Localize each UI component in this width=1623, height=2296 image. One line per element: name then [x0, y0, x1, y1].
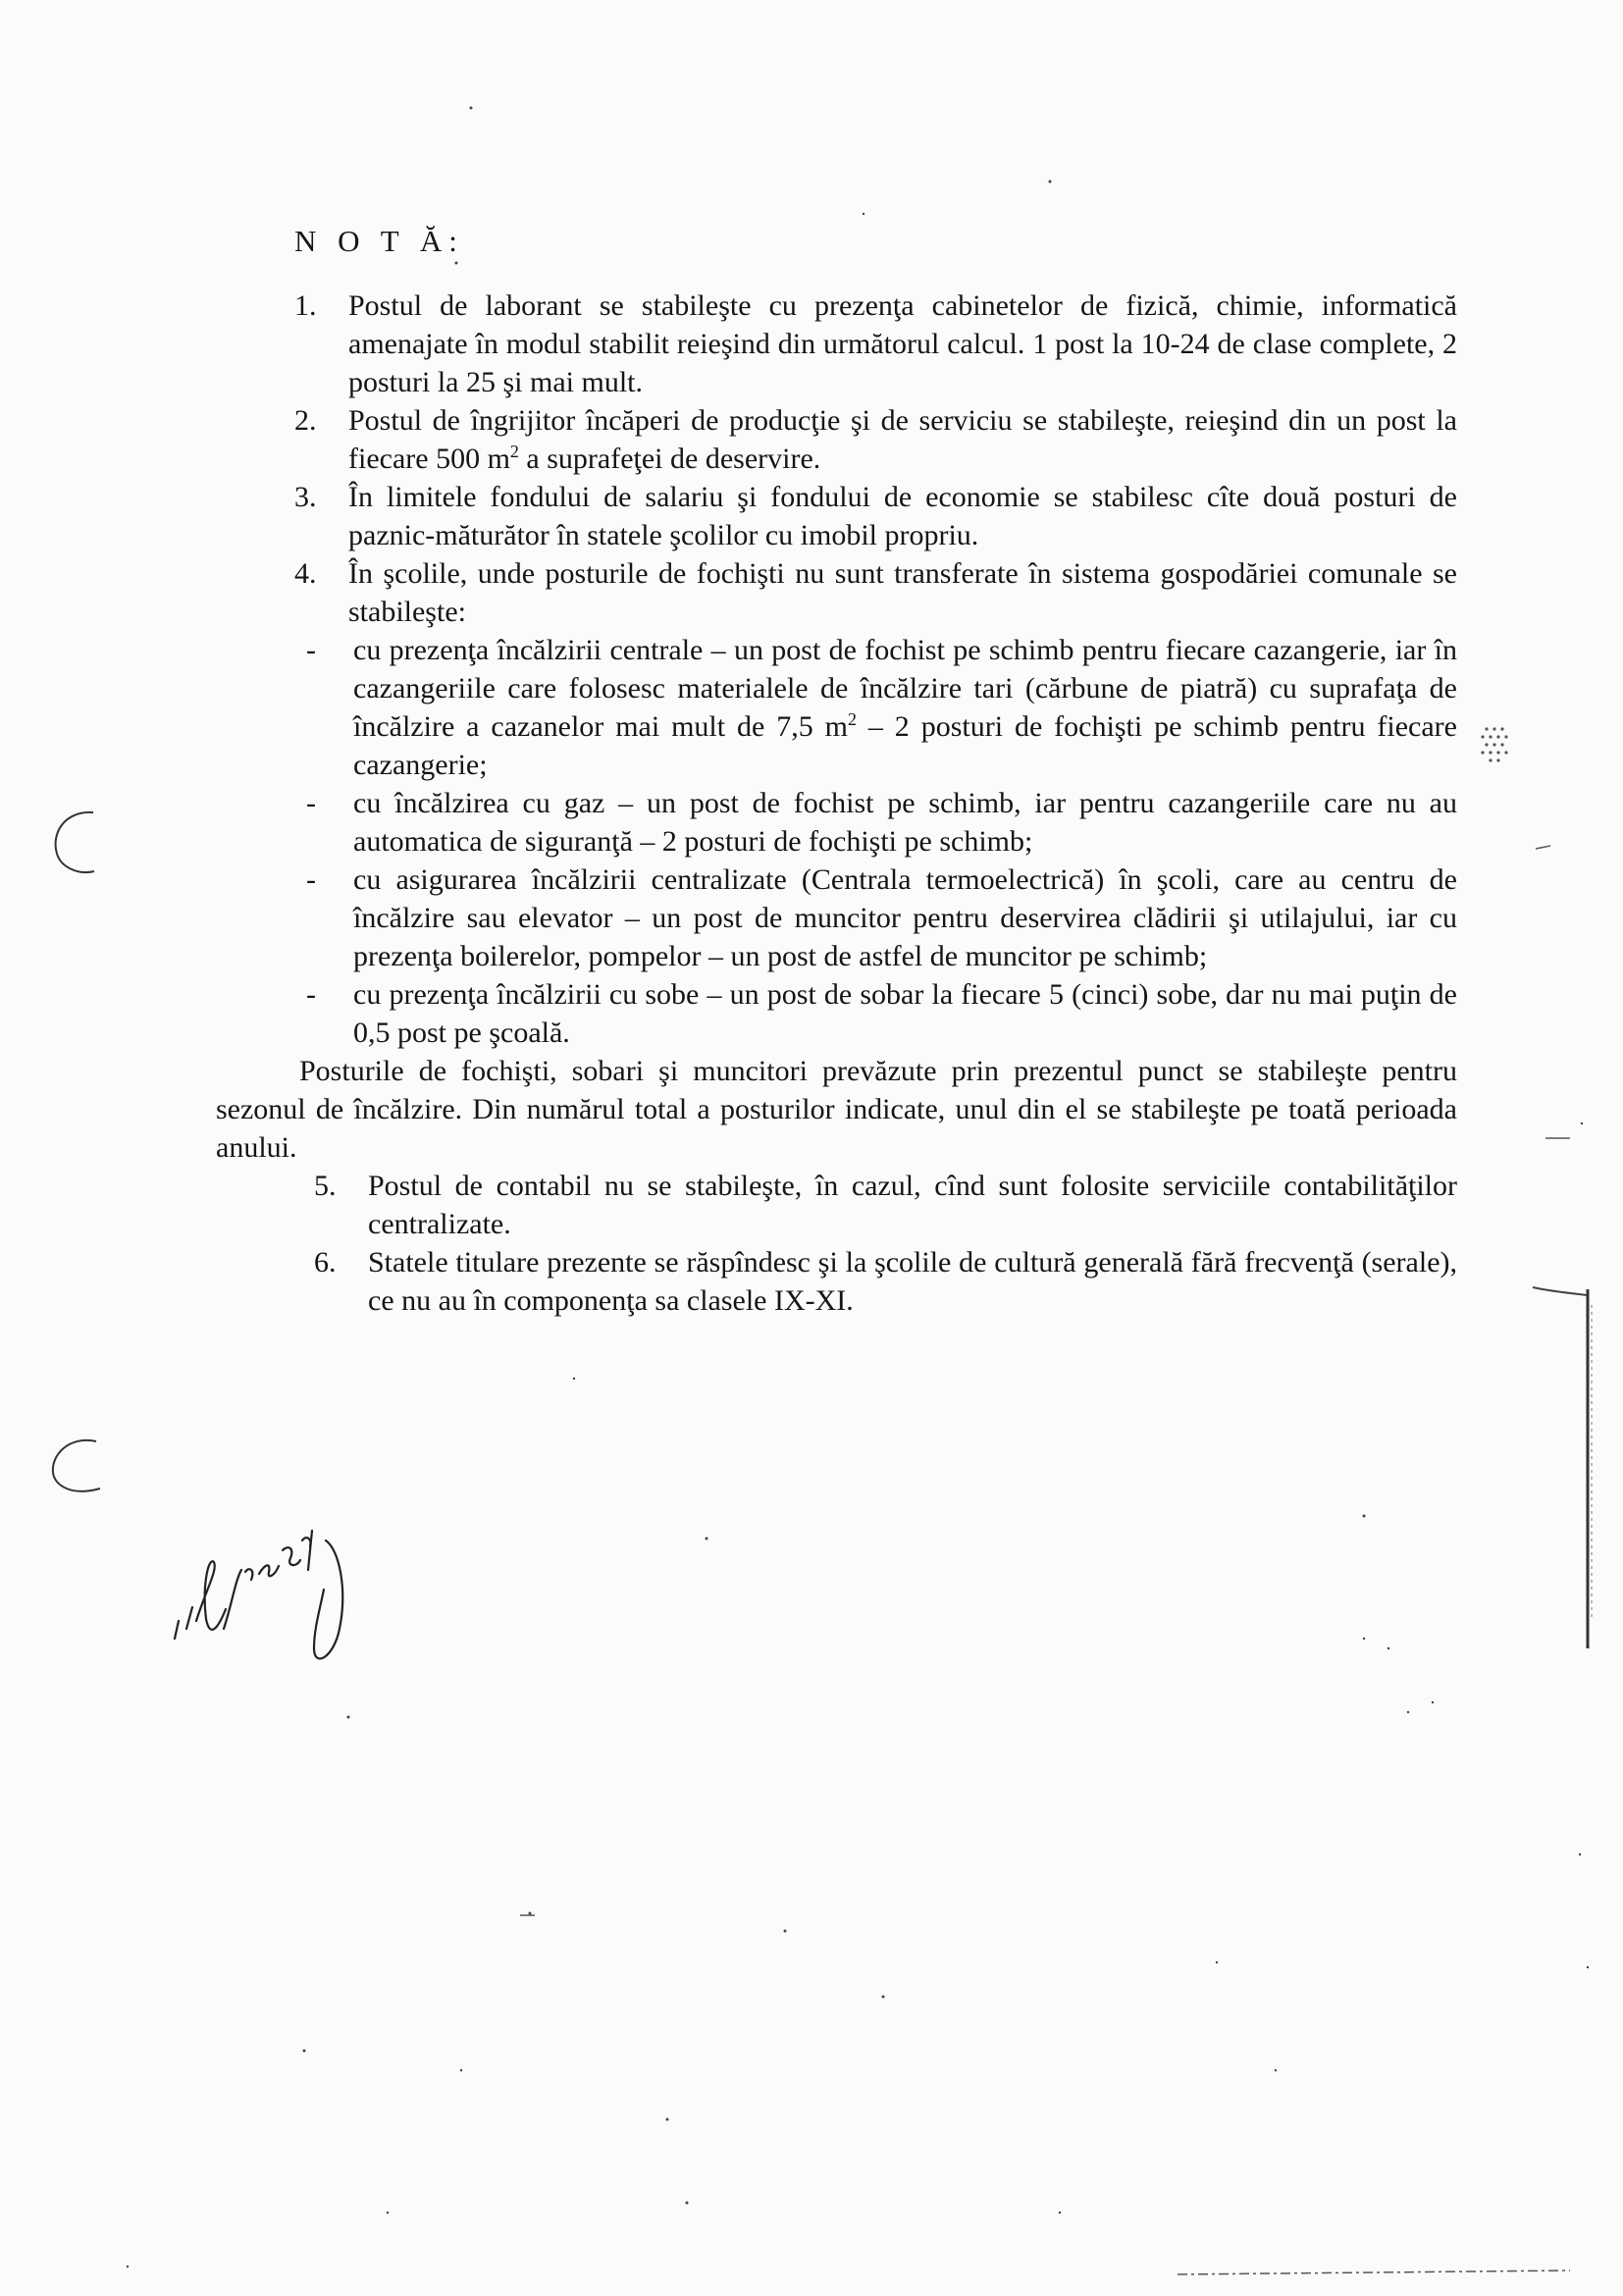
item-marker: 6.	[314, 1246, 337, 1278]
item-text: În şcolile, unde posturile de fochişti nu sunt transferate în sistema gospodăriei comunale se stabileşte:	[348, 557, 1457, 628]
item-text-part: – 2 posturi de fochişti pe schimb pentru fiecare cazangerie;	[353, 710, 1457, 781]
list-item	[314, 1167, 1457, 1243]
scan-edge-line-icon	[1531, 1266, 1609, 1658]
item-text	[353, 631, 1457, 784]
item-text: În limitele fondului de salariu şi fondului de economie se stabilesc cîte două posturi de paznic-măturător în statele şcolilor cu imobil propriu.	[348, 481, 1457, 551]
list-item	[294, 287, 1457, 401]
list-item	[294, 401, 1457, 478]
document-body	[216, 287, 1457, 1320]
item-marker: 4.	[294, 557, 317, 590]
sub-list-item	[294, 784, 1457, 861]
item-text-part: cu prezenţa încălzirii centrale – un post de fochist pe schimb pentru fiecare cazangerie, iar în cazangeriile care folosesc materialele de încălzire tari (cărbune de piatră) cu suprafaţa de încălzire a cazanelor mai mult de 7,5 m	[353, 634, 1457, 743]
list-item	[294, 478, 1457, 554]
item-text: Postul de contabil nu se stabileşte, în cazul, cînd sunt folosite serviciile contabilităţilor centralizate.	[368, 1170, 1457, 1240]
item-marker: -	[306, 787, 316, 819]
paragraph: Posturile de fochişti, sobari şi muncitori prevăzute prin prezentul punct se stabileşte pentru sezonul de încălzire. Din numărul total a posturilor indicate, unul din el se stabileşte pe toată perioada anului.	[216, 1055, 1457, 1164]
item-marker: 1.	[294, 289, 317, 322]
list-item	[294, 554, 1457, 631]
item-marker: 2.	[294, 404, 317, 437]
sub-list-item	[294, 631, 1457, 784]
page-heading: N O T Ă:	[294, 224, 464, 258]
item-text: cu asigurarea încălzirii centralizate (Centrala termoelectrică) în şcoli, care au centru de încălzire sau elevator – un post de muncitor pentru deservirea clădirii şi utilajului, iar cu prezenţa boilerelor, pompelor – un post de astfel de muncitor pe schimb;	[353, 863, 1457, 972]
item-text: cu prezenţa încălzirii cu sobe – un post de sobar la fiecare 5 (cinci) sobe, dar nu mai puţin de 0,5 post pe şcoală.	[353, 978, 1457, 1049]
item-text	[348, 401, 1457, 478]
item-text: Statele titulare prezente se răspîndesc şi la şcolile de cultură generală fără frecvenţă (serale), ce nu au în componenţa sa clasele IX-XI.	[368, 1246, 1457, 1317]
item-marker: -	[306, 978, 316, 1011]
list-item	[314, 1243, 1457, 1320]
item-text-part: Postul de îngrijitor încăperi de producţie şi de serviciu se stabileşte, reieşind din un post la fiecare 500 m	[348, 404, 1457, 475]
sub-list-item	[294, 861, 1457, 975]
sub-list-item	[294, 975, 1457, 1052]
item-text: Postul de laborant se stabileşte cu prezenţa cabinetelor de fizică, chimie, informatică amenajate în modul stabilit reieşind din următorul calcul. 1 post la 10-24 de clase complete, 2 posturi la 25 şi mai mult.	[348, 289, 1457, 398]
item-marker: -	[306, 863, 316, 896]
punch-hole-icon	[39, 805, 108, 883]
item-text-part: a suprafeţei de deservire.	[518, 443, 821, 475]
superscript: 2	[509, 442, 519, 461]
handwritten-signature-icon	[167, 1511, 383, 1688]
superscript: 2	[847, 709, 857, 729]
item-text: cu încălzirea cu gaz – un post de fochist pe schimb, iar pentru cazangeriile care nu au automatica de siguranţă – 2 posturi de fochişti pe schimb;	[353, 787, 1457, 858]
item-marker: 5.	[314, 1170, 337, 1202]
item-marker: -	[306, 634, 316, 666]
punch-hole-icon	[39, 1428, 108, 1506]
smudge-icon	[1477, 721, 1516, 770]
item-marker: 3.	[294, 481, 317, 513]
